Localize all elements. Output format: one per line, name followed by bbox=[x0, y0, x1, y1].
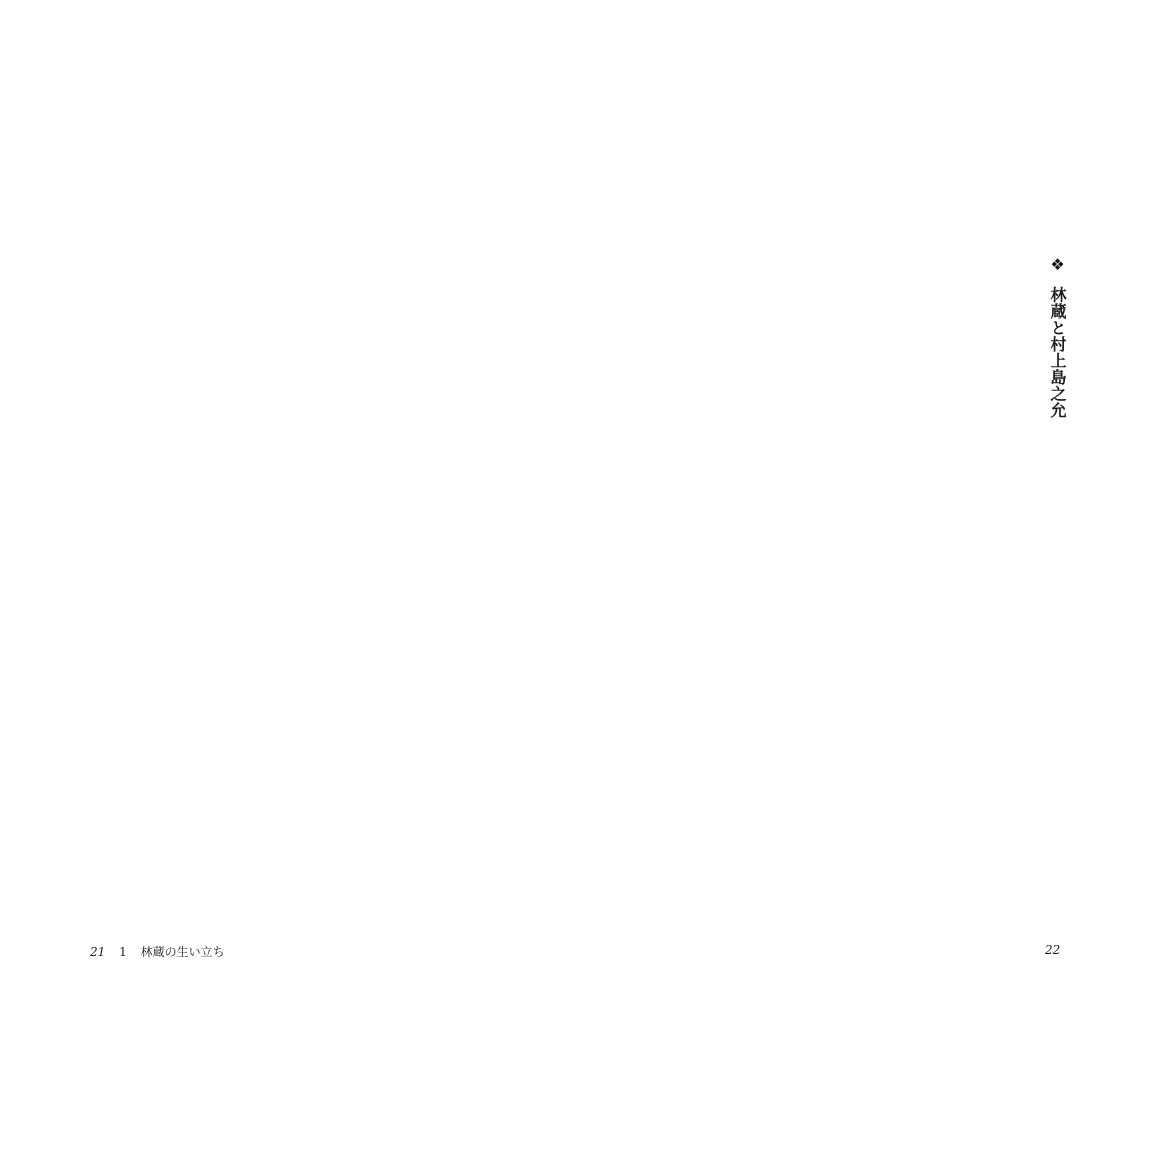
diamond-ornament-icon: ❖ bbox=[1048, 255, 1067, 275]
section-heading bbox=[1045, 255, 1070, 905]
chapter-title: 林蔵の生い立ち bbox=[140, 945, 225, 959]
page-number: 21 bbox=[90, 945, 106, 959]
page-22-body bbox=[645, 255, 1070, 905]
chapter-number: 1 bbox=[119, 945, 127, 959]
page-21 bbox=[85, 255, 510, 935]
running-footer-22 bbox=[1045, 943, 1060, 957]
page-number: 22 bbox=[1045, 943, 1061, 957]
section-heading-text: 林蔵と村上島之允 bbox=[1048, 286, 1067, 419]
page-21-body bbox=[85, 255, 510, 905]
running-footer-21 bbox=[90, 943, 225, 960]
page-22 bbox=[645, 255, 1070, 935]
